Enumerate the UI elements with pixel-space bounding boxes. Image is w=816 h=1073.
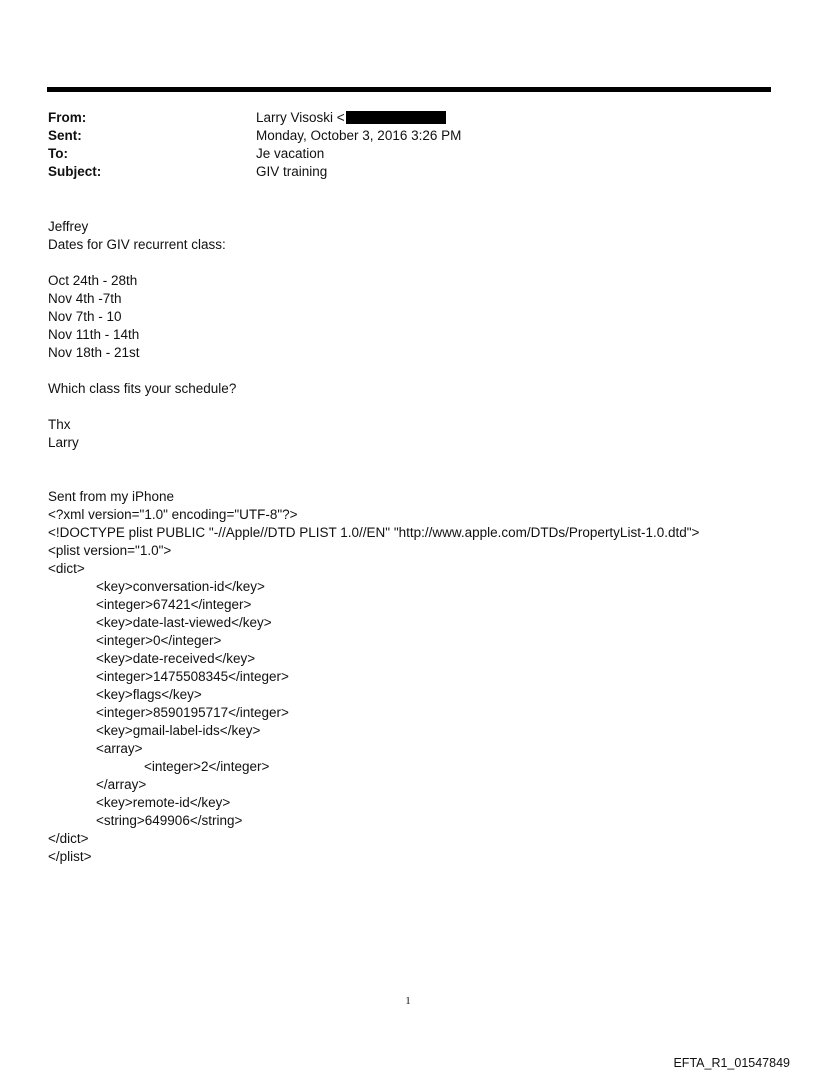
xml-line: <integer>67421</integer>	[96, 597, 252, 612]
page-number: 1	[405, 995, 411, 1007]
thanks-text: Thx	[48, 417, 71, 432]
sent-value: Monday, October 3, 2016 3:26 PM	[256, 128, 462, 143]
xml-line: <key>flags</key>	[96, 687, 202, 702]
xml-dict-open: <dict>	[48, 561, 85, 576]
xml-plist-open: <plist version="1.0">	[48, 543, 172, 558]
xml-line: <key>date-received</key>	[96, 651, 256, 666]
date-item: Nov 11th - 14th	[48, 327, 140, 342]
subject-value: GIV training	[256, 164, 328, 179]
date-item: Oct 24th - 28th	[48, 273, 138, 288]
xml-plist-close: </plist>	[48, 849, 92, 864]
greeting: Jeffrey	[48, 219, 89, 234]
intro-text: Dates for GIV recurrent class:	[48, 237, 226, 252]
document-id: EFTA_R1_01547849	[673, 1056, 790, 1070]
xml-line: <array>	[96, 741, 143, 756]
redaction-box	[346, 111, 446, 124]
xml-line: <string>649906</string>	[96, 813, 243, 828]
xml-declaration: <?xml version="1.0" encoding="UTF-8"?>	[48, 507, 298, 522]
from-name: Larry Visoski <	[256, 110, 345, 125]
xml-line: <key>remote-id</key>	[96, 795, 231, 810]
to-label: To:	[48, 146, 68, 161]
xml-line: </array>	[96, 777, 147, 792]
sent-from-text: Sent from my iPhone	[48, 489, 175, 504]
xml-line: <key>date-last-viewed</key>	[96, 615, 272, 630]
xml-dict-close: </dict>	[48, 831, 89, 846]
header-rule	[47, 87, 771, 92]
xml-line: <key>gmail-label-ids</key>	[96, 723, 261, 738]
date-item: Nov 18th - 21st	[48, 345, 140, 360]
xml-doctype: <!DOCTYPE plist PUBLIC "-//Apple//DTD PLIST 1.0//EN" "http://www.apple.com/DTDs/PropertyList-1.0.dtd">	[48, 525, 700, 540]
signature: Larry	[48, 435, 79, 450]
date-item: Nov 7th - 10	[48, 309, 122, 324]
question-text: Which class fits your schedule?	[48, 381, 237, 396]
from-label: From:	[48, 110, 87, 125]
xml-line: <integer>0</integer>	[96, 633, 222, 648]
from-value	[256, 109, 446, 127]
date-item: Nov 4th -7th	[48, 291, 122, 306]
xml-line: <integer>8590195717</integer>	[96, 705, 289, 720]
subject-label: Subject:	[48, 164, 102, 179]
sent-label: Sent:	[48, 128, 82, 143]
to-value: Je vacation	[256, 146, 325, 161]
email-body	[48, 218, 788, 866]
xml-line: <key>conversation-id</key>	[96, 579, 265, 594]
xml-line: <integer>1475508345</integer>	[96, 669, 289, 684]
xml-line: <integer>2</integer>	[144, 759, 270, 774]
